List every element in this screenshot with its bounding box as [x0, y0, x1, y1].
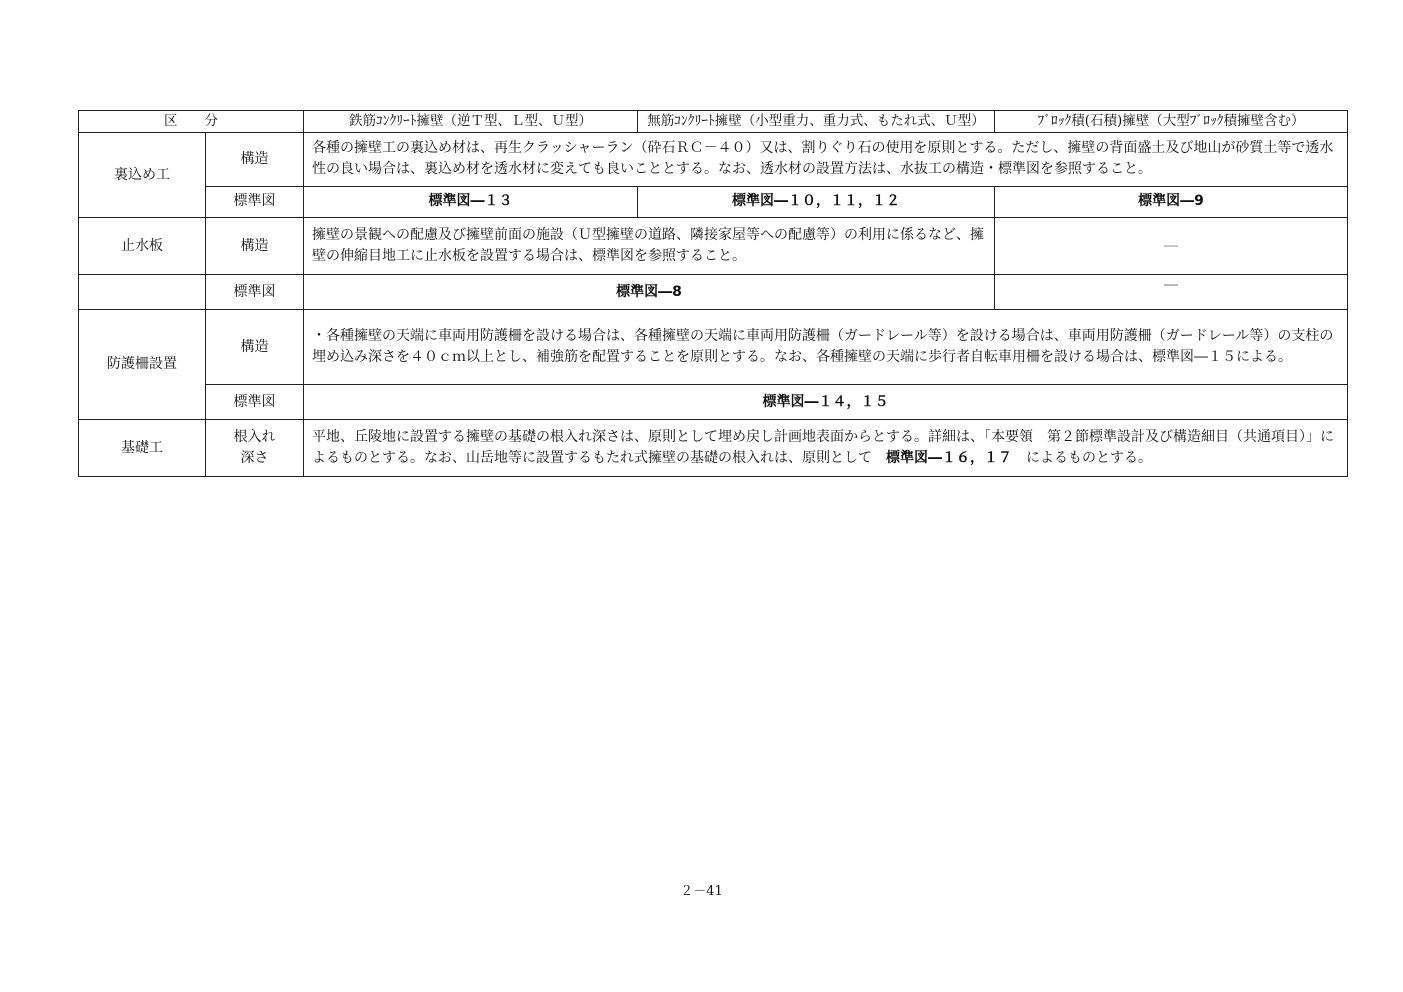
bogosaku-std-all: 標準図―１４，１５: [304, 385, 1348, 420]
header-block-wall: ﾌﾞﾛｯｸ積(石積)擁壁（大型ﾌﾞﾛｯｸ積擁壁含む）: [995, 111, 1348, 133]
row-shisuiban-standard: [79, 275, 1348, 310]
label-shisuiban: 止水板: [79, 218, 206, 275]
label-embed-depth: [206, 420, 304, 477]
header-rc-wall: 鉄筋ｺﾝｸﾘｰﾄ擁壁（逆Ｔ型、Ｌ型、Ｕ型）: [304, 111, 638, 133]
label-structure: 構造: [206, 133, 304, 187]
kisoko-std-ref: 標準図―１６，１７: [886, 450, 1012, 466]
page-number: ２－41: [680, 884, 723, 899]
urakome-std-rc: 標準図―１３: [304, 186, 638, 217]
header-plain-wall: 無筋ｺﾝｸﾘｰﾄ擁壁（小型重力、重力式、もたれ式、Ｕ型）: [638, 111, 995, 133]
label-kisoko: 基礎工: [79, 420, 206, 477]
row-urakome-standard: [79, 186, 1348, 217]
label-bogosaku: 防護柵設置: [79, 310, 206, 420]
row-bogosaku-standard: [79, 385, 1348, 420]
row-urakome-structure: [79, 133, 1348, 187]
retaining-wall-table: [78, 110, 1348, 477]
shisuiban-structure-text: 擁壁の景観への配慮及び擁壁前面の施設（Ｕ型擁壁の道路、隣接家屋等への配慮等）の利用に係るなど、擁壁の伸縮目地工に止水板を設置する場合は、標準図を参照すること。: [304, 218, 995, 275]
kisoko-text-b: によるものとする。: [1012, 450, 1152, 466]
row-shisuiban-structure: [79, 218, 1348, 275]
embed-depth-line-2: 深さ: [240, 450, 269, 466]
label-urakome: 裏込め工: [79, 133, 206, 218]
label-standard: 標準図: [206, 385, 304, 420]
header-row: [79, 111, 1348, 133]
bogosaku-structure-text: ・各種擁壁の天端に車両用防護柵を設ける場合は、各種擁壁の天端に車両用防護柵（ガードレール等）を設ける場合は、車両用防護柵（ガードレール等）の支柱の埋め込み深さを４０ｃｍ以上とし、補強筋を配置することを原則とする。なお、各種擁壁の天端に歩行者自転車用柵を設ける場合は、標準図―１５による。: [304, 310, 1348, 385]
label-standard: 標準図: [206, 275, 304, 310]
row-bogosaku-structure: [79, 310, 1348, 385]
kisoko-text: [304, 420, 1348, 477]
header-category: 区 分: [79, 111, 304, 133]
label-standard: 標準図: [206, 186, 304, 217]
urakome-std-plain: 標準図―１０，１１，１２: [638, 186, 995, 217]
shisuiban-std-rc-plain: 標準図―8: [304, 275, 995, 310]
kisoko-text-a: 平地、丘陵地に設置する擁壁の基礎の根入れ深さは、原則として埋め戻し計画地表面からとする。詳細は、「本要領 第２節標準設計及び構造細目（共通項目）」によるものとする。なお、山岳地等に設置するもたれ式擁壁の基礎の根入れは、原則として: [312, 429, 1334, 466]
urakome-structure-text: 各種の擁壁工の裏込め材は、再生クラッシャーラン（砕石ＲＣ－４０）又は、割りぐり石の使用を原則とする。ただし、擁壁の背面盛土及び地山が砂質土等で透水性の良い場合は、裏込め材を透水材に変えても良いこととする。なお、透水材の設置方法は、水抜工の構造・標準図を参照すること。: [304, 133, 1348, 187]
embed-depth-line-1: 根入れ: [233, 429, 276, 445]
urakome-std-block: 標準図―9: [995, 186, 1348, 217]
shisuiban-structure-block: ―: [995, 218, 1348, 275]
row-kisoko: [79, 420, 1348, 477]
label-structure: 構造: [206, 218, 304, 275]
empty-cell: [79, 275, 206, 310]
shisuiban-std-block: ―: [995, 275, 1348, 310]
label-structure: 構造: [206, 310, 304, 385]
